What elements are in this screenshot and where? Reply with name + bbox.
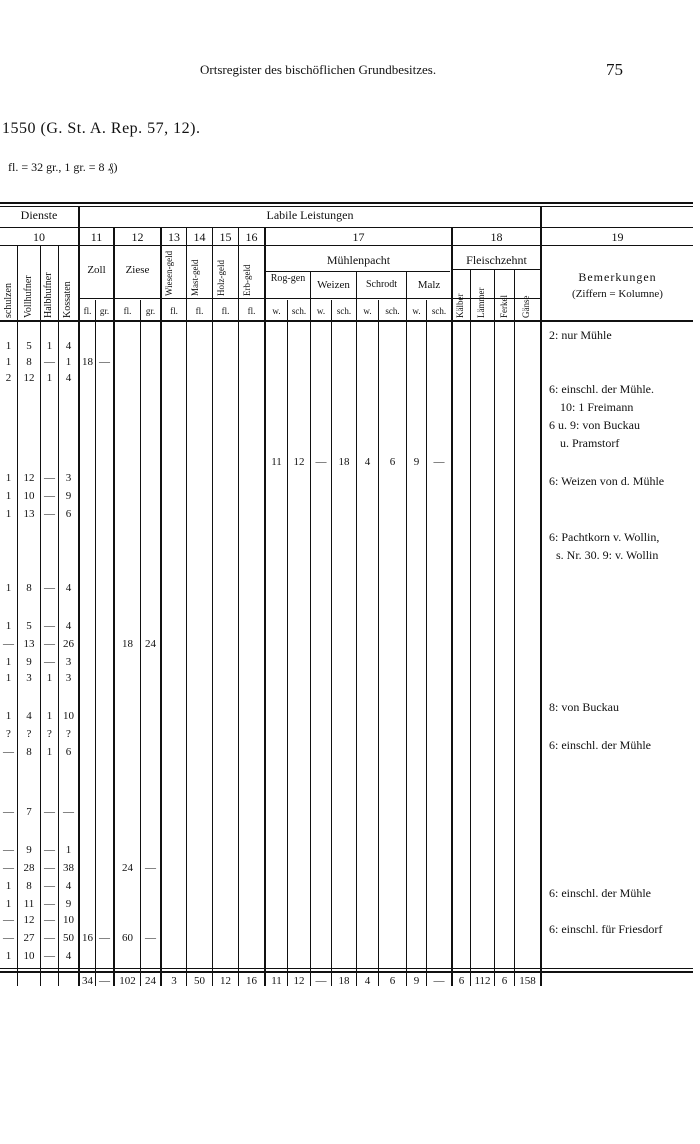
cell-b: 13 <box>23 638 35 650</box>
cell-c: — <box>44 844 55 856</box>
remark: 6: einschl. der Mühle <box>549 738 651 752</box>
col-16: 16 <box>245 230 258 244</box>
total-cell: 6 <box>458 975 465 987</box>
cell-ziese: 60 <box>122 932 133 944</box>
unit-malz-w: w. <box>412 306 421 316</box>
cell-c: — <box>44 356 55 368</box>
cell-d: 26 <box>63 638 74 650</box>
header-laemmer: Lämmer <box>476 287 486 318</box>
cell-zoll_gr: — <box>99 932 110 944</box>
total-cell: 158 <box>519 975 536 987</box>
unit-schrodt-sch: sch. <box>385 306 400 316</box>
cell-d: 10 <box>63 710 74 722</box>
cell-d: 4 <box>65 950 72 962</box>
cell-a: 1 <box>5 472 12 484</box>
cell-a: 2 <box>5 372 12 384</box>
cell-c: — <box>44 490 55 502</box>
total-cell: — <box>433 975 445 987</box>
currency-conversion: fl. = 32 gr., 1 gr. = 8 ₰) <box>8 160 118 174</box>
cell-b: 11 <box>23 898 35 910</box>
cell-b: 3 <box>26 672 32 684</box>
cell-b: 27 <box>23 932 35 944</box>
total-cell: 6 <box>389 975 396 987</box>
cell-b: 8 <box>26 746 32 758</box>
cell-ziese: 24 <box>122 862 133 874</box>
header-fleischzehnt: Fleischzehnt <box>466 253 527 267</box>
remark: 6 u. 9: von Buckau <box>549 418 640 432</box>
cell-a: 1 <box>5 950 12 962</box>
total-cell: 11 <box>271 975 282 987</box>
cell-b: 10 <box>23 950 35 962</box>
cell-a: 1 <box>5 356 12 368</box>
cell-c: — <box>44 656 55 668</box>
cell-d: 4 <box>65 582 72 594</box>
unit-weizen-w: w. <box>316 306 326 316</box>
muehle-malz-w: 9 <box>413 456 420 468</box>
header-labile-leistungen: Labile Leistungen <box>266 208 354 222</box>
cell-c: — <box>44 950 55 962</box>
cell-c: — <box>44 880 55 892</box>
unit-roggen-w: w. <box>272 306 281 316</box>
col-15: 15 <box>219 230 232 244</box>
cell-a: — <box>3 844 14 856</box>
cell-b: 5 <box>26 620 32 632</box>
unit-roggen-sch: sch. <box>291 306 307 316</box>
cell-a: — <box>3 914 14 926</box>
cell-c: 1 <box>46 340 53 352</box>
cell-ziese_gr: — <box>145 862 156 874</box>
unit-erb-fl: fl. <box>247 306 256 316</box>
header-vollhufner: Vollhufner <box>23 275 34 318</box>
unit-wiesen-fl: fl. <box>170 306 178 316</box>
cell-zoll: 18 <box>82 356 93 368</box>
cell-a: 1 <box>5 672 12 684</box>
header-halbhufner: Halbhufner <box>43 272 54 318</box>
cell-b: 9 <box>26 656 32 668</box>
remark: 6: einschl. für Friesdorf <box>549 922 663 936</box>
cell-b: 10 <box>23 490 35 502</box>
cell-d: 4 <box>65 880 72 892</box>
cell-d: — <box>63 806 74 818</box>
col-17: 17 <box>352 230 365 244</box>
muehle-malz-sch: — <box>433 456 445 468</box>
cell-c: — <box>44 898 55 910</box>
cell-d: 4 <box>65 372 72 384</box>
cell-d: 3 <box>65 472 72 484</box>
cell-c: — <box>44 914 55 926</box>
cell-a: 1 <box>5 880 12 892</box>
remark: 6: einschl. der Mühle. <box>549 382 654 396</box>
muehle-weizen-sch: 18 <box>338 456 350 468</box>
header-weizen: Weizen <box>317 279 350 291</box>
muehle-schrodt-sch: 6 <box>389 456 396 468</box>
cell-b: 9 <box>26 844 32 856</box>
remark: s. Nr. 30. 9: v. Wollin <box>556 548 659 562</box>
remark: u. Pramstorf <box>560 436 620 450</box>
header-gaense: Gänse <box>521 295 531 318</box>
cell-a: 1 <box>5 710 12 722</box>
header-kaelber: Kälber <box>455 293 465 318</box>
col-12: 12 <box>131 230 144 244</box>
total-cell: — <box>315 975 327 987</box>
cell-a: ? <box>6 728 11 740</box>
cell-a: 1 <box>5 898 12 910</box>
cell-c: 1 <box>46 710 53 722</box>
unit-ziese-gr: gr. <box>145 306 156 316</box>
total-cell: 4 <box>364 975 371 987</box>
running-title: Ortsregister des bischöflichen Grundbesitzes. <box>200 62 437 77</box>
cell-c: — <box>44 932 55 944</box>
header-zoll: Zoll <box>87 264 106 276</box>
cell-zoll_gr: — <box>99 356 110 368</box>
unit-zoll-fl: fl. <box>83 306 92 316</box>
cell-c: — <box>44 472 55 484</box>
unit-weizen-sch: sch. <box>336 306 352 316</box>
cell-d: 4 <box>65 620 72 632</box>
cell-a: 1 <box>5 582 12 594</box>
cell-a: — <box>3 638 14 650</box>
total-cell: 50 <box>194 975 205 987</box>
remark: 8: von Buckau <box>549 700 619 714</box>
col-19: 19 <box>611 230 624 244</box>
remark: 2: nur Mühle <box>549 328 612 342</box>
cell-b: 12 <box>23 372 35 384</box>
cell-d: 9 <box>65 898 72 910</box>
col-11: 11 <box>90 230 103 244</box>
cell-d: 3 <box>65 656 72 668</box>
cell-c: — <box>44 862 55 874</box>
cell-d: 6 <box>65 508 72 520</box>
cell-c: ? <box>47 728 52 740</box>
cell-b: 13 <box>23 508 35 520</box>
cell-d: 38 <box>63 862 74 874</box>
total-cell: 34 <box>82 975 93 987</box>
total-cell: 3 <box>171 975 177 987</box>
cell-b: 28 <box>23 862 35 874</box>
header-mastgeld: Mast-geld <box>190 259 200 296</box>
cell-b: ? <box>26 728 32 740</box>
cell-b: 12 <box>23 914 35 926</box>
total-cell: 12 <box>293 975 305 987</box>
total-cell: 24 <box>145 975 156 987</box>
header-bemerkungen-note: (Ziffern = Kolumne) <box>572 288 663 300</box>
cell-d: 4 <box>65 340 72 352</box>
unit-malz-sch: sch. <box>431 306 447 316</box>
cell-b: 7 <box>26 806 32 818</box>
cell-a: 1 <box>5 508 12 520</box>
col-18: 18 <box>490 230 503 244</box>
cell-a: — <box>3 746 14 758</box>
remark: 6: einschl. der Mühle <box>549 886 651 900</box>
cell-a: 1 <box>5 490 12 502</box>
header-kossaten: Kossaten <box>62 281 73 318</box>
remark: 6: Pachtkorn v. Wollin, <box>549 530 660 544</box>
unit-zoll-gr: gr. <box>99 306 110 316</box>
header-holzgeld: Holz-geld <box>216 260 226 296</box>
unit-holz-fl: fl. <box>221 306 230 316</box>
cell-c: — <box>44 508 55 520</box>
total-cell: — <box>99 975 110 987</box>
cell-d: 50 <box>63 932 74 944</box>
cell-d: 3 <box>65 672 72 684</box>
cell-ziese: 18 <box>122 638 133 650</box>
cell-b: 8 <box>26 880 32 892</box>
cell-a: 1 <box>5 620 12 632</box>
cell-c: 1 <box>46 372 53 384</box>
unit-schrodt-w: w. <box>363 306 372 316</box>
cell-d: 1 <box>65 356 72 368</box>
total-cell: 16 <box>246 975 257 987</box>
muehle-schrodt-w: 4 <box>364 456 371 468</box>
cell-b: 5 <box>26 340 32 352</box>
cell-c: 1 <box>46 746 53 758</box>
unit-mast-fl: fl. <box>195 306 204 316</box>
cell-b: 4 <box>26 710 32 722</box>
cell-c: — <box>44 620 55 632</box>
total-cell: 102 <box>119 975 136 987</box>
total-cell: 112 <box>474 975 491 987</box>
header-muehlenpacht: Mühlenpacht <box>326 253 391 267</box>
total-cell: 9 <box>413 975 420 987</box>
muehle-weizen-w: — <box>315 456 327 468</box>
source-citation: 1550 (G. St. A. Rep. 57, 12). <box>2 120 201 137</box>
remark: 10: 1 Freimann <box>560 400 634 414</box>
cell-d: 1 <box>65 844 72 856</box>
cell-d: 10 <box>63 914 74 926</box>
header-ferkel: Ferkel <box>499 295 509 318</box>
header-malz: Malz <box>417 279 441 291</box>
header-roggen: Rog-gen <box>270 273 306 284</box>
cell-a: 1 <box>5 340 12 352</box>
cell-a: — <box>3 932 14 944</box>
cell-zoll: 16 <box>82 932 93 944</box>
cell-b: 8 <box>26 356 32 368</box>
cell-ziese_gr: 24 <box>145 638 156 650</box>
cell-c: 1 <box>46 672 53 684</box>
cell-a: — <box>3 806 14 818</box>
muehle-roggen-sch: 12 <box>293 456 305 468</box>
total-cell: 12 <box>220 975 231 987</box>
cell-c: — <box>44 582 55 594</box>
total-cell: 18 <box>338 975 350 987</box>
cell-c: — <box>44 638 55 650</box>
muehle-roggen-w: 11 <box>271 456 282 468</box>
header-ziese: Ziese <box>125 264 150 276</box>
cell-a: — <box>3 862 14 874</box>
cell-a: 1 <box>5 656 12 668</box>
cell-b: 12 <box>23 472 35 484</box>
col-10: 10 <box>33 230 45 244</box>
cell-d: 9 <box>65 490 72 502</box>
header-bemerkungen: Bemerkungen <box>578 270 657 284</box>
header-dienste: Dienste <box>20 208 58 222</box>
total-cell: 6 <box>501 975 508 987</box>
header-erbgeld: Erb-geld <box>242 264 252 296</box>
remark: 6: Weizen von d. Mühle <box>549 474 665 488</box>
cell-c: — <box>44 806 55 818</box>
header-schulzen: schulzen <box>3 283 14 318</box>
cell-d: ? <box>66 728 71 740</box>
cell-d: 6 <box>65 746 72 758</box>
cell-ziese_gr: — <box>145 932 156 944</box>
header-wiesengeld: Wiesen-geld <box>164 250 174 296</box>
col-13: 13 <box>168 230 180 244</box>
unit-ziese-fl: fl. <box>123 306 132 316</box>
header-schrodt: Schrodt <box>365 279 398 290</box>
col-14: 14 <box>193 230 206 244</box>
page-number: 75 <box>606 60 623 79</box>
cell-b: 8 <box>26 582 32 594</box>
